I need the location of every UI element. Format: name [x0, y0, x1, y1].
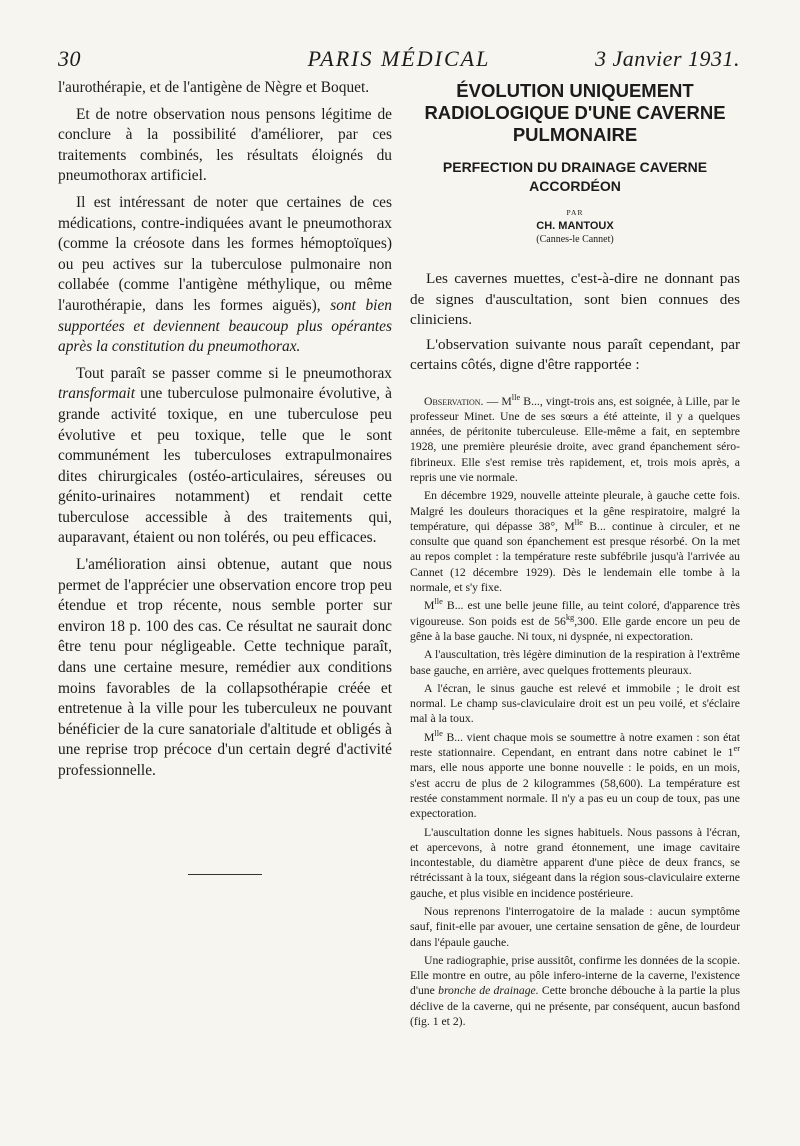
paragraph	[410, 953, 740, 1029]
text-run: Une radiographie, prise aussitôt, confirme les données de la scopie. Elle montre en outre, au pôle infero-interne de la caverne, l'existence d'une	[410, 953, 740, 998]
italic-text: sont bien supportées et deviennent beaucoup plus opérantes après la constitution du pneumothorax.	[58, 296, 392, 356]
paragraph	[410, 598, 740, 644]
italic-text: bronche de drainage.	[438, 984, 539, 998]
paragraph: l'aurothérapie, et de l'antigène de Nègre et Boquet.	[58, 79, 370, 96]
paragraph	[58, 193, 392, 358]
text-run: une tuberculose pulmonaire évolutive, à grande activité toxique, en une tuberculose peu évolutive et peu toxique, telle que le sont communément les tuberculoses extrapulmonaires dites chirurgicales (ostéo-articulaires, séreuses ou génito-urinaires notamment) et rendait cette tuberculose accessible à des traitements qui, auparavant, étaient ou non tolérés, ou peu efficaces.	[58, 385, 392, 547]
journal-title: PARIS MÉDICAL	[307, 46, 491, 71]
text-run: Il est intéressant de noter que certaines de ces médications, contre-indiquées avant le pneumothorax (comme la créosote dans les formes hémoptoïques) ou peu actives sur la tuberculose pulmonaire non collabée (comme l'antigène méthylique, ou même l'aurothérapie, dans les formes aiguës),	[58, 193, 392, 314]
article-subtitle: PERFECTION DU DRAINAGE CAVERNE ACCORDÉON	[442, 159, 708, 194]
article-title: ÉVOLUTION UNIQUEMENT RADIOLOGIQUE D'UNE CAVERNE PULMONAIRE	[424, 80, 726, 145]
text-run: B... est une belle jeune fille, au teint coloré, d'apparence très vigoureuse. Son poids est de 56	[410, 599, 740, 628]
paragraph	[410, 488, 740, 595]
paragraph	[410, 391, 740, 486]
paragraph: Nous reprenons l'interrogatoire de la malade : aucun symptôme sauf, finit-elle par avouer, une certaine sensation de gêne, de lourdeur dans l'épaule gauche.	[410, 905, 740, 949]
page-number: 30	[58, 46, 81, 71]
paragraph: A l'écran, le sinus gauche est relevé et immobile ; le droit est normal. Le champ sus-claviculaire droit est un peu voilé, et s'éclaire mal à la toux.	[410, 681, 740, 726]
text-run: Tout paraît se passer comme si le pneumothorax	[76, 364, 392, 382]
paragraph	[58, 364, 392, 549]
observation-section	[410, 391, 741, 1030]
superscript: lle	[511, 391, 521, 402]
right-column	[410, 80, 740, 1032]
paragraph: L'auscultation donne les signes habituels. Nous passons à l'écran, et apercevons, à notre grand étonnement, une image cavitaire incontestable, du diamètre apparent d'une pièce de deux francs, se rétrécissant à la toux, siégeant dans la région sous-claviculaire externe gauche, et plus visible en incidence postérieure.	[410, 825, 740, 900]
author-name: CH. MANTOUX	[536, 220, 614, 232]
author-affiliation: (Cannes-le Cannet)	[536, 234, 614, 245]
text-run: M	[424, 730, 435, 744]
page-header	[58, 46, 740, 74]
text-run: ,300. Elle garde encore un peu de gêne à la base gauche. Ni toux, ni dyspnée, ni expectoration.	[410, 614, 741, 643]
text-run: B... continue à circuler, et ne consulte que quand son épanchement est presque résorbé. On la met au repos complet : la température reste subfébrile jusqu'à l'arrivée au Cannet (12 décembre 1929). Dès le lendemain elle tombe à la normale, et s'y fixe.	[410, 519, 740, 595]
text-run: mars, elle nous apporte une bonne nouvelle : le poids, en un mois, s'est accru de plus de 2 kilogrammes (58,600). La température est restée constamment normale. Il n'y a pas eu un coup de toux, pas une expectoration.	[410, 761, 740, 821]
superscript: lle	[434, 727, 443, 738]
left-column	[58, 78, 392, 788]
paragraph: L'amélioration ainsi obtenue, autant que nous permet de l'apprécier une observation encore trop peu étendue et trop récente, nous semble porter sur environ 18 p. 100 des cas. Ce résultat ne saurait donc être tenu pour négligeable. Cette technique paraît, dans une certaine mesure, remédier aux conditions moins favorables de la collapsothérapie créée et entretenue à la ville pour les tuberculeux ne pouvant bénéficier de la cure sanatoriale d'altitude et obligés à une reprise trop précoce d'un certain degré d'activité professionnelle.	[58, 556, 392, 779]
text-run: M	[424, 599, 435, 613]
text-run: Cette bronche débouche à la partie la plus déclive de la caverne, qui ne présente, par conséquent, aucun basfond (fig. 1 et 2).	[410, 984, 741, 1029]
superscript: lle	[574, 516, 584, 527]
paragraph: L'observation suivante nous paraît cependant, par certains côtés, digne d'être rapportée :	[410, 335, 740, 373]
section-divider	[188, 874, 262, 875]
issue-date: 3 Janvier 1931.	[595, 46, 740, 71]
paragraph: A l'auscultation, très légère diminution de la respiration à l'extrême base gauche, en arrière, avec quelques frottements pleuraux.	[410, 648, 740, 677]
paragraph	[410, 727, 740, 822]
superscript: lle	[434, 596, 443, 607]
text-run: En décembre 1929, nouvelle atteinte pleurale, à gauche cette fois. Malgré les douleurs thoraciques et la gêne respiratoire, malgré la température, qui dépasse 38°, M	[410, 489, 740, 533]
italic-text: transformait	[58, 385, 135, 403]
paragraph: Les cavernes muettes, c'est-à-dire ne donnant pas de signes d'auscultation, sont bien connues des cliniciens.	[410, 270, 740, 328]
superscript: kg	[565, 611, 575, 622]
observation-label: Observation.	[424, 394, 484, 408]
text-run: — M	[483, 394, 512, 408]
text-run: B... vient chaque mois se soumettre à notre examen : son état reste stationnaire. Cependant, en entrant dans notre cabinet le 1	[410, 730, 740, 760]
paragraph: Et de notre observation nous pensons légitime de conclure à la possibilité d'améliorer, par ces traitements combinés, les résultats éloignés du pneumothorax artificiel.	[58, 105, 392, 185]
superscript: er	[733, 743, 740, 754]
by-label: PAR	[566, 208, 584, 217]
article-intro	[410, 269, 740, 376]
text-run: B..., vingt-trois ans, est soignée, à Lille, par le professeur Minet. Une de ses sœurs a été atteinte, il y a quelques années, de péritonite tuberculeuse. Elle-même a fait, en septembre 1928, une première pleurésie droite, avec grand épanchement séro-fibrineux. Elle s'est remise très rapidement, et, trois mois après, a repris une vie normale.	[410, 394, 740, 484]
